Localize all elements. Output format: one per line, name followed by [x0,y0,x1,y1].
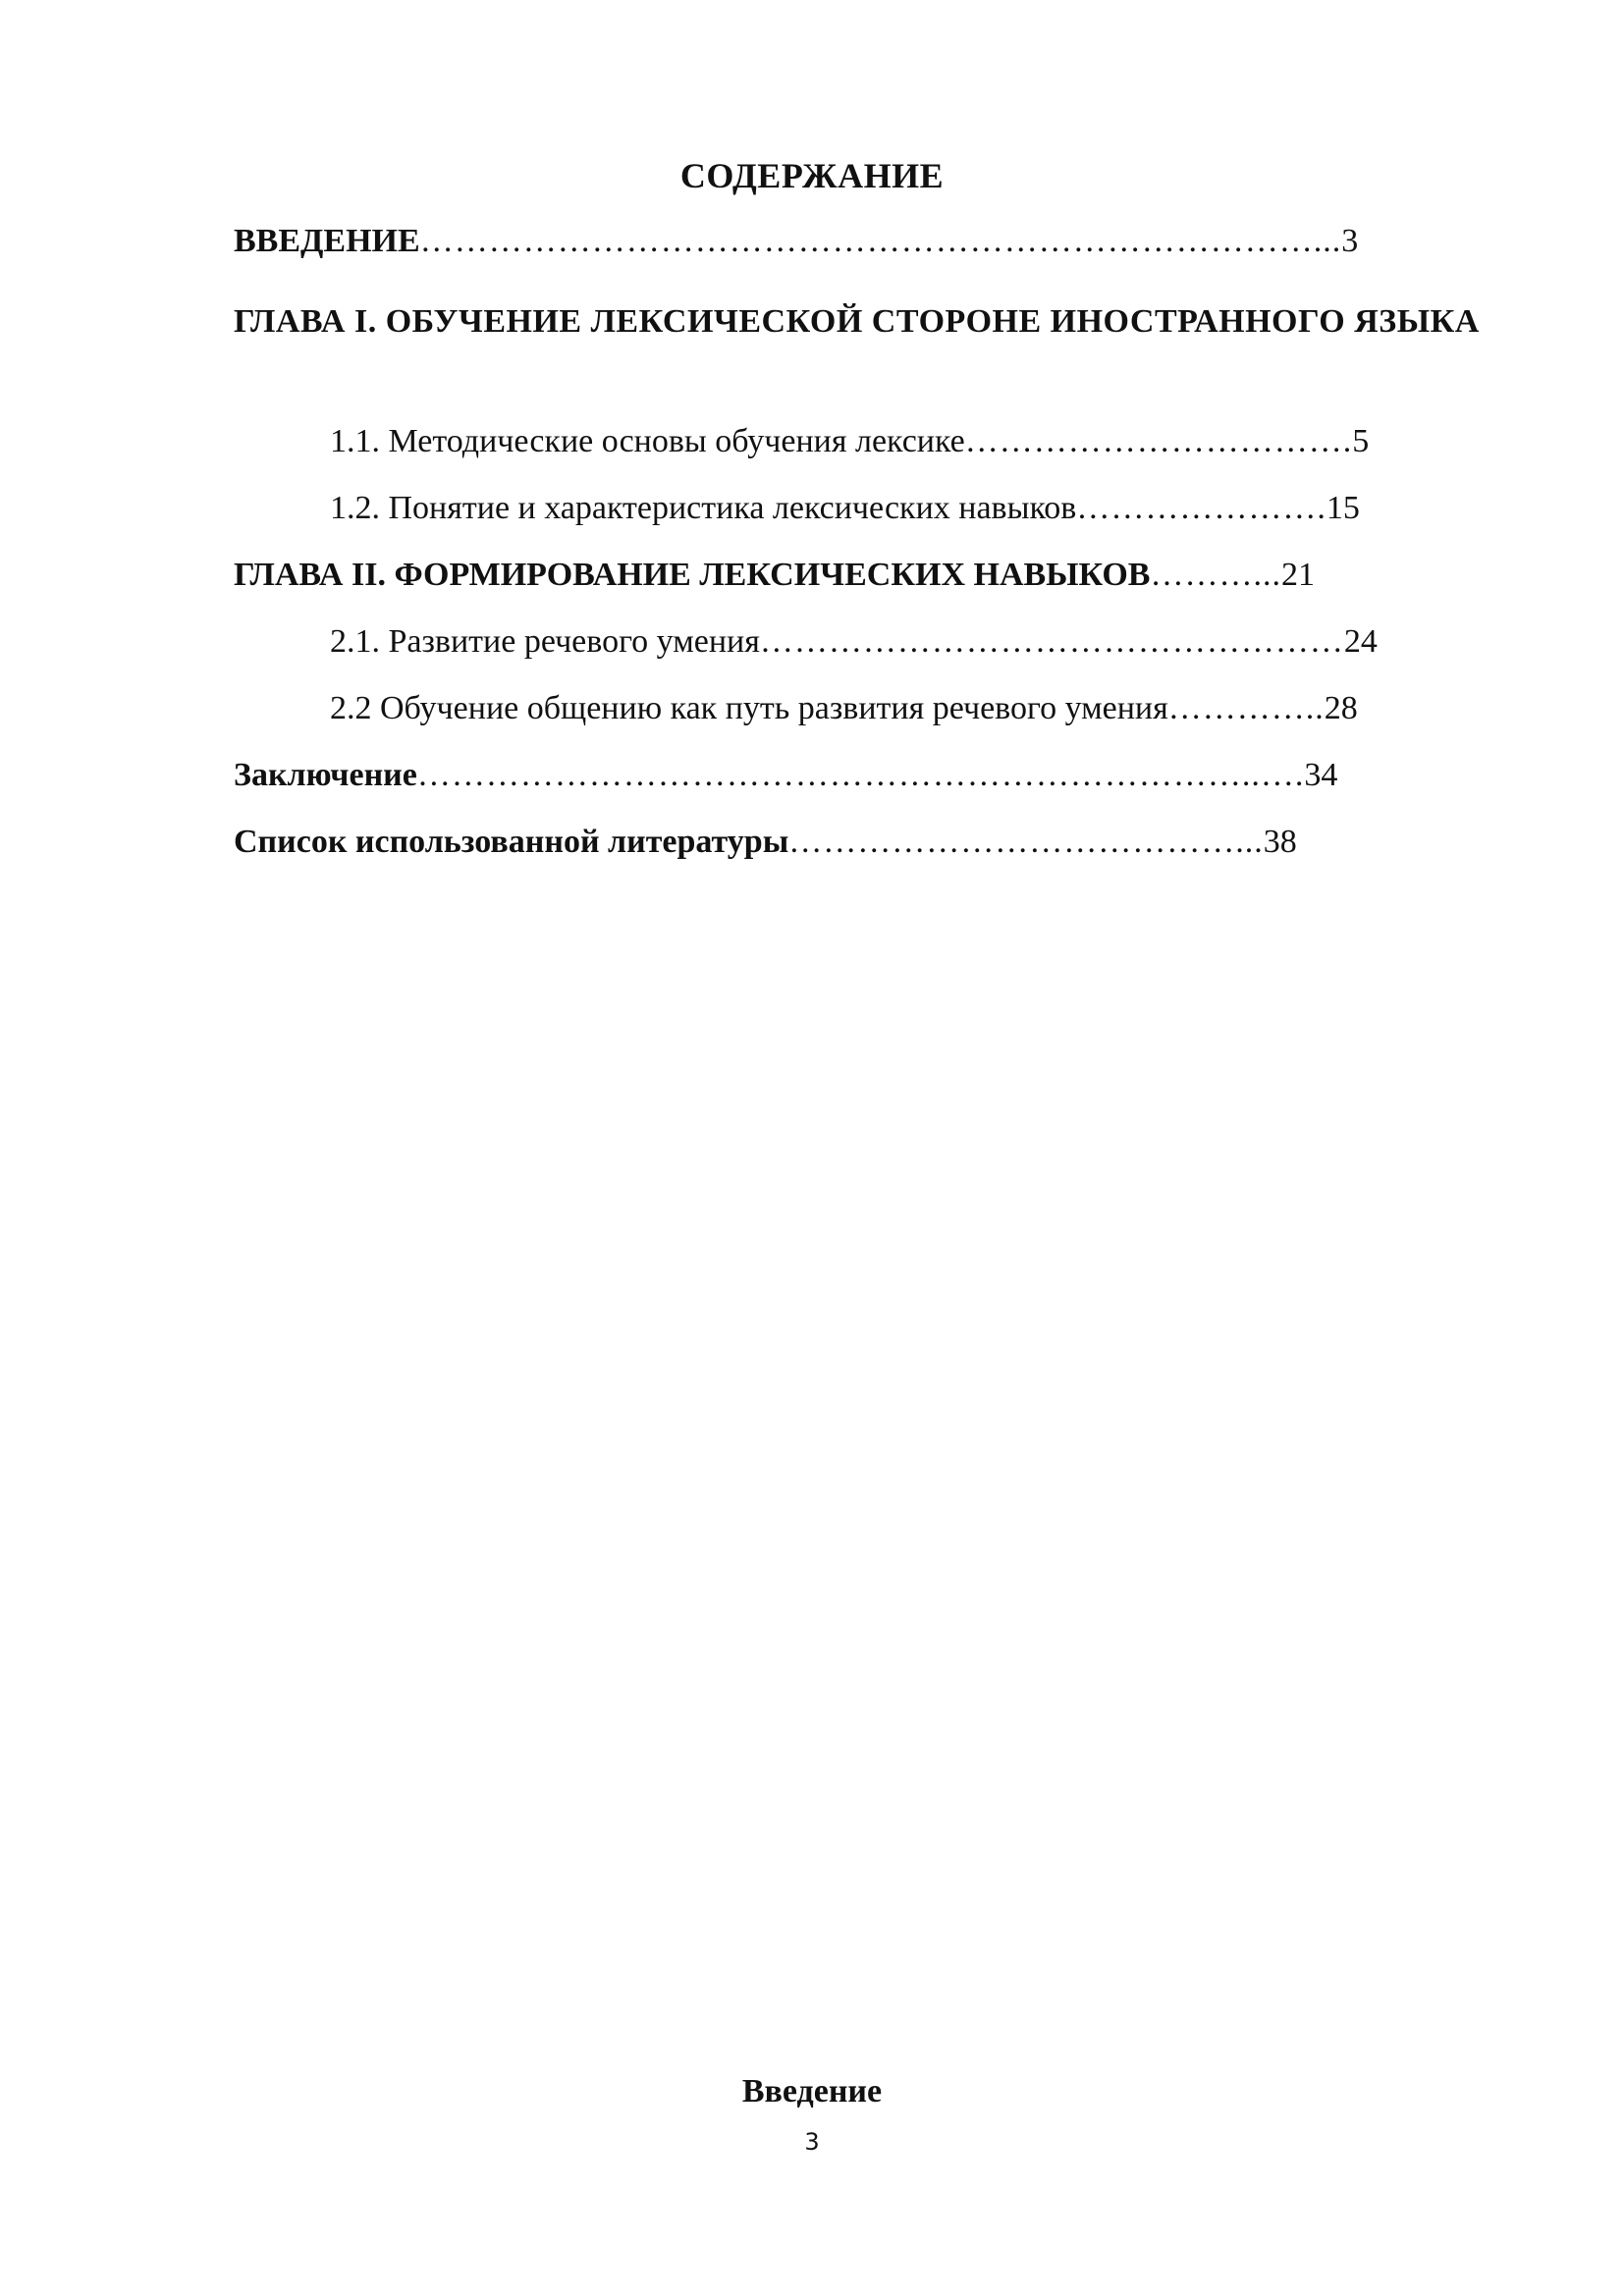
toc-leader-dots: …………………………………………… [759,623,1344,660]
toc-page-number: 34 [1304,757,1338,793]
toc-entry-label: 1.2. Понятие и характеристика лексических навыков [330,490,1077,526]
toc-page-number: 28 [1324,690,1358,726]
toc-title: СОДЕРЖАНИЕ [679,156,945,195]
toc-page-number: 5 [1352,423,1370,459]
toc-page-number: 24 [1343,623,1378,660]
toc-page-number: 15 [1326,490,1360,526]
toc-entry-label: 2.2 Обучение общению как путь развития речевого умения [330,690,1168,726]
toc-entry-chapter-1[interactable]: ГЛАВА I. ОБУЧЕНИЕ ЛЕКСИЧЕСКОЙ СТОРОНЕ ИНОСТРАННОГО ЯЗЫКА [234,303,1480,340]
toc-entry-chapter-2[interactable] [234,556,1520,595]
toc-entry-label: 2.1. Развитие речевого умения [330,623,760,660]
page-number: 3 [804,2128,820,2156]
toc-entry-section-2-2[interactable] [330,689,1523,728]
toc-page-number: 21 [1281,557,1315,593]
toc-entry-section-2-1[interactable] [330,622,1523,662]
next-section-title: Введение [741,2073,883,2109]
toc-leader-dots: …………………………………... [788,824,1264,860]
toc-leader-dots: ………... [1150,557,1281,593]
toc-page-number: 38 [1263,824,1297,860]
toc-entry-introduction[interactable] [234,222,1500,261]
toc-entry-label: ВВЕДЕНИЕ [234,223,420,259]
toc-leader-dots: …………………. [1076,490,1326,526]
toc-page-number: 3 [1341,223,1359,259]
toc-leader-dots: ………………………………………………………………..…. [416,757,1305,793]
toc-entry-section-1-1[interactable] [330,422,1518,461]
toc-entry-label: Заключение [234,757,417,793]
toc-leader-dots: ……………………………. [964,423,1353,459]
toc-entry-bibliography[interactable] [234,823,1520,862]
toc-leader-dots: ………….. [1167,690,1325,726]
toc-entry-conclusion[interactable] [234,756,1520,795]
toc-entry-label: ГЛАВА II. ФОРМИРОВАНИЕ ЛЕКСИЧЕСКИХ НАВЫКОВ [234,557,1151,593]
toc-leader-dots: ……………………………………………………………………... [419,223,1342,259]
toc-entry-section-1-2[interactable] [330,489,1518,528]
toc-entry-label: 1.1. Методические основы обучения лексике [330,423,965,459]
toc-entry-label: Список использованной литературы [234,824,789,860]
